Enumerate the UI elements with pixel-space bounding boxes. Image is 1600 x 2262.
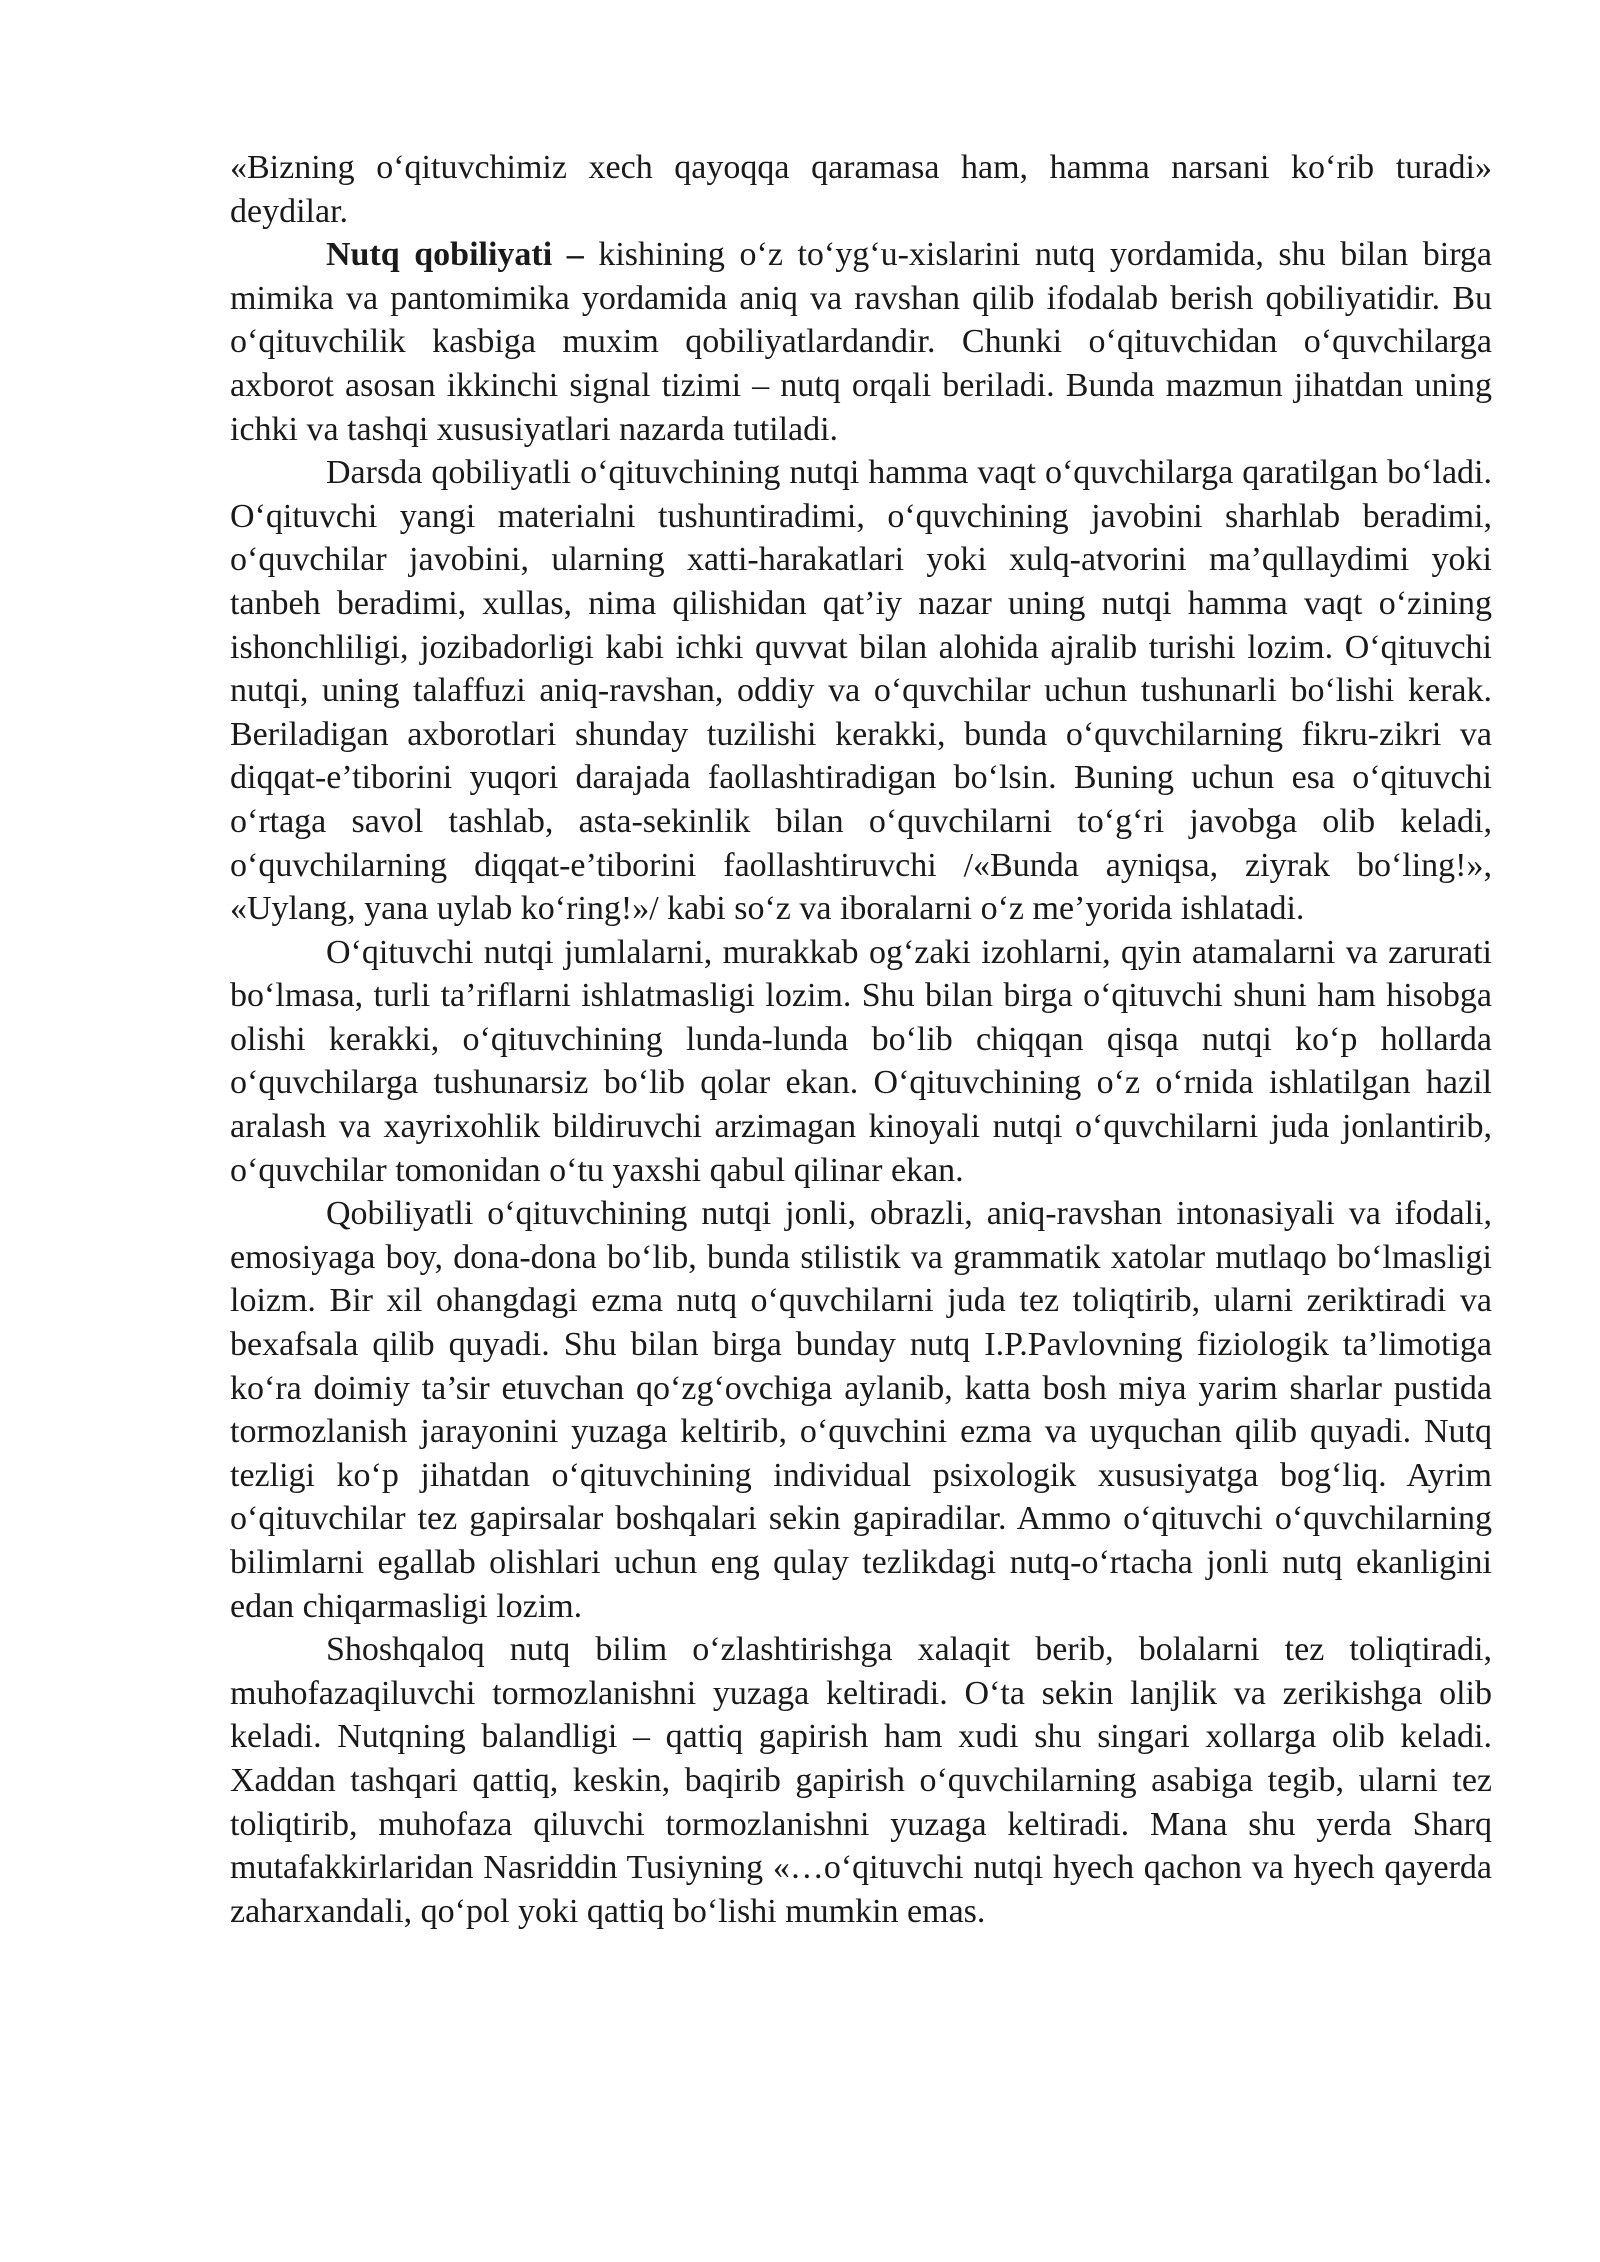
paragraph (230, 146, 1492, 233)
paragraph-text: «Bizning o‘qituvchimiz xech qayoqqa qaramasa ham, hamma narsani ko‘rib turadi» deydilar. (230, 149, 1492, 230)
document-page (230, 146, 1492, 1933)
paragraph-text: O‘qituvchi nutqi jumlalarni, murakkab og‘zaki izohlarni, qyin atamalarni va zarurati bo‘lmasa, turli ta’riflarni ishlatmasligi lozim. Shu bilan birga o‘qituvchi shuni ham hisobga olishi kerakki, o‘qituvchining lunda-lunda bo‘lib chiqqan qisqa nutqi ko‘p hollarda o‘quvchilarga tushunarsiz bo‘lib qolar ekan. O‘qituvchining o‘z o‘rnida ishlatilgan hazil aralash va xayrixohlik bildiruvchi arzimagan kinoyali nutqi o‘quvchilarni juda jonlantirib, o‘quvchilar tomonidan o‘tu yaxshi qabul qilinar ekan. (230, 933, 1492, 1189)
paragraph-text: Shoshqaloq nutq bilim o‘zlashtirishga xalaqit berib, bolalarni tez toliqtiradi, muhofazaqiluvchi tormozlanishni yuzaga keltiradi. O‘ta sekin lanjlik va zerikishga olib keladi. Nutqning balandligi – qattiq gapirish ham xudi shu singari xollarga olib keladi. Xaddan tashqari qattiq, keskin, baqirib gapirish o‘quvchilarning asabiga tegib, ularni tez toliqtirib, muhofaza qiluvchi tormozlanishni yuzaga keltiradi. Mana shu yerda Sharq mutafakkirlaridan Nasriddin Tusiyning «…o‘qituvchi nutqi hyech qachon va hyech qayerda zaharxandali, qo‘pol yoki qattiq bo‘lishi mumkin emas. (230, 1631, 1492, 1930)
paragraph (230, 451, 1492, 931)
paragraph-text: kishining o‘z to‘yg‘u-xislarini nutq yordamida, shu bilan birga mimika va pantomimika yordamida aniq va ravshan qilib ifodalab berish qobiliyatidir. Bu o‘qituvchilik kasbiga muxim qobiliyatlardandir. Chunki o‘qituvchidan o‘quvchilarga axborot asosan ikkinchi signal tizimi – nutq orqali beriladi. Bunda mazmun jihatdan uning ichki va tashqi xususiyatlari nazarda tutiladi. (230, 236, 1492, 448)
paragraph-text: Qobiliyatli o‘qituvchining nutqi jonli, obrazli, aniq-ravshan intonasiyali va ifodali, emosiyaga boy, dona-dona bo‘lib, bunda stilistik va grammatik xatolar mutlaqo bo‘lmasligi loizm. Bir xil ohangdagi ezma nutq o‘quvchilarni juda tez toliqtirib, ularni zeriktiradi va bexafsala qilib quyadi. Shu bilan birga bunday nutq I.P.Pavlovning fiziologik ta’limotiga ko‘ra doimiy ta’sir etuvchan qo‘zg‘ovchiga aylanib, katta bosh miya yarim sharlar pustida tormozlanish jarayonini yuzaga keltirib, o‘quvchini ezma va uyquchan qilib quyadi. Nutq tezligi ko‘p jihatdan o‘qituvchining individual psixologik xususiyatga bog‘liq. Ayrim o‘qituvchilar tez gapirsalar boshqalari sekin gapiradilar. Ammo o‘qituvchi o‘quvchilarning bilimlarni egallab olishlari uchun eng qulay tezlikdagi nutq-o‘rtacha jonli nutq ekanligini edan chiqarmasligi lozim. (230, 1195, 1492, 1625)
paragraph (230, 1192, 1492, 1628)
paragraph (230, 1628, 1492, 1933)
paragraph-text: Darsda qobiliyatli o‘qituvchining nutqi hamma vaqt o‘quvchilarga qaratilgan bo‘ladi. O‘qituvchi yangi materialni tushuntiradimi, o‘quvchining javobini sharhlab beradimi, o‘quvchilar javobini, ularning xatti-harakatlari yoki xulq-atvorini ma’qullaydimi yoki tanbeh beradimi, xullas, nima qilishidan qat’iy nazar uning nutqi hamma vaqt o‘zining ishonchliligi, jozibadorligi kabi ichki quvvat bilan alohida ajralib turishi lozim. O‘qituvchi nutqi, uning talaffuzi aniq-ravshan, oddiy va o‘quvchilar uchun tushunarli bo‘lishi kerak. Beriladigan axborotlari shunday tuzilishi kerakki, bunda o‘quvchilarning fikru-zikri va diqqat-e’tiborini yuqori darajada faollashtiradigan bo‘lsin. Buning uchun esa o‘qituvchi o‘rtaga savol tashlab, asta-sekinlik bilan o‘quvchilarni to‘g‘ri javobga olib keladi, o‘quvchilarning diqqat-e’tiborini faollashtiruvchi /«Bunda ayniqsa, ziyrak bo‘ling!», «Uylang, yana uylab ko‘ring!»/ kabi so‘z va iboralarni o‘z me’yorida ishlatadi. (230, 454, 1492, 928)
paragraph (230, 931, 1492, 1193)
term-heading: Nutq qobiliyati – (326, 236, 584, 274)
paragraph (230, 233, 1492, 451)
